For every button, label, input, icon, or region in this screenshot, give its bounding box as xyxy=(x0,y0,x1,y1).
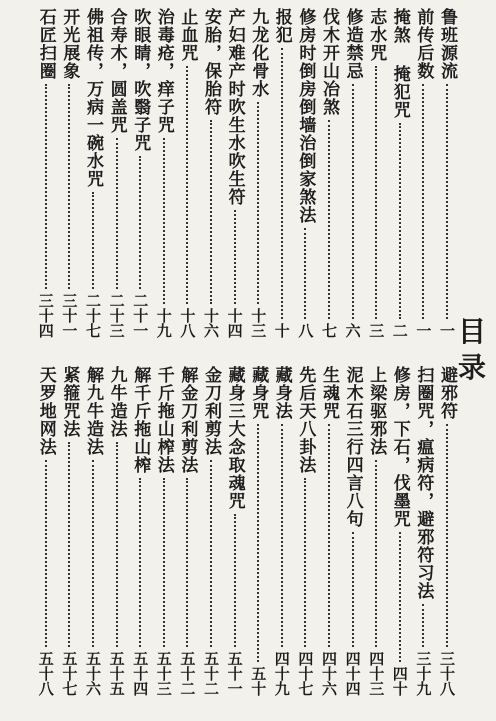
toc-entry-title: 报犯 xyxy=(271,8,292,44)
toc-entry-page: 十四 xyxy=(225,308,244,338)
toc-entry-title: 生魂咒 xyxy=(319,366,339,420)
toc-leader-dots xyxy=(328,120,330,319)
toc-entry[interactable] xyxy=(271,8,293,358)
toc-leader-dots xyxy=(328,424,330,647)
toc-entry-title: 先后天八卦法 xyxy=(295,366,316,474)
toc-leader-dots xyxy=(352,84,354,319)
toc-entry-page: 十六 xyxy=(202,308,220,338)
toc-entry[interactable] xyxy=(412,366,434,716)
toc-entry[interactable] xyxy=(129,8,151,358)
toc-entry[interactable] xyxy=(294,8,316,358)
toc-entry-page: 三十一 xyxy=(60,293,79,338)
toc-entry-page: 二十七 xyxy=(84,293,102,338)
toc-entry[interactable] xyxy=(200,8,222,358)
toc-entry-title: 石匠扫圈 xyxy=(35,8,56,80)
toc-entry-title: 修房时倒房倒墙治倒家煞法 xyxy=(295,8,316,224)
toc-entry[interactable] xyxy=(271,366,293,716)
toc-entry-title: 泥木石三行四言八句 xyxy=(342,366,363,528)
toc-entry-page: 七 xyxy=(320,323,338,338)
toc-entry[interactable] xyxy=(129,366,151,716)
toc-entry-page: 十三 xyxy=(249,308,268,338)
toc-entry[interactable] xyxy=(35,8,57,358)
toc-entry[interactable] xyxy=(247,366,269,716)
toc-entry-title: 伐木开山冶煞 xyxy=(319,8,339,116)
toc-entry[interactable] xyxy=(153,366,175,716)
toc-leader-dots xyxy=(68,442,70,647)
toc-leader-dots xyxy=(399,532,401,662)
toc-leader-dots xyxy=(68,84,70,289)
toc-entry[interactable] xyxy=(200,366,222,716)
toc-leader-dots xyxy=(234,514,236,647)
toc-entry-page: 三 xyxy=(367,323,386,338)
toc-leader-dots xyxy=(281,424,283,647)
toc-entry-page: 二十一 xyxy=(131,293,150,338)
toc-entry[interactable] xyxy=(247,8,269,358)
toc-entry[interactable] xyxy=(436,366,458,716)
toc-entry-page: 二十三 xyxy=(107,293,126,338)
toc-leader-dots xyxy=(422,604,424,647)
toc-title-lu: 录 xyxy=(457,351,486,384)
toc-entry[interactable] xyxy=(294,366,316,716)
toc-entry-page: 四十三 xyxy=(367,651,386,696)
toc-entry-title: 掩煞 掩犯咒 xyxy=(389,8,410,119)
toc-entry-page: 五十七 xyxy=(60,651,79,696)
toc-entry-title: 藏身法 xyxy=(271,366,292,420)
toc-entry-page: 十九 xyxy=(154,308,173,338)
toc-leader-dots xyxy=(234,210,236,304)
toc-entry[interactable] xyxy=(58,8,80,358)
toc-entry-title: 治毒疮，痒子咒 xyxy=(153,8,174,134)
toc-leader-dots xyxy=(139,478,141,647)
toc-entry-title: 上梁驱邪法 xyxy=(366,366,387,456)
toc-entry-page: 四十 xyxy=(390,666,409,696)
toc-entry-title: 紧箍咒法 xyxy=(59,366,80,438)
toc-entry[interactable] xyxy=(318,8,340,358)
toc-entry[interactable] xyxy=(342,366,364,716)
toc-entry[interactable] xyxy=(412,8,434,358)
toc-entry[interactable] xyxy=(365,366,387,716)
toc-leader-dots xyxy=(116,138,118,289)
toc-entry[interactable] xyxy=(153,8,175,358)
toc-entry-title: 解金刀利剪法 xyxy=(177,366,198,474)
toc-entry[interactable] xyxy=(58,366,80,716)
toc-leader-dots xyxy=(257,102,259,304)
toc-entry-title: 藏身三大念取魂咒 xyxy=(224,366,245,510)
toc-entry[interactable] xyxy=(224,8,246,358)
toc-leader-dots xyxy=(92,192,94,289)
toc-entry-title: 藏身咒 xyxy=(248,366,269,420)
toc-title-mu: 目 xyxy=(457,315,486,348)
toc-leader-dots xyxy=(210,120,212,304)
toc-entry-page: 五十四 xyxy=(131,651,150,696)
toc-entry[interactable] xyxy=(318,366,340,716)
toc-entry-page: 一 xyxy=(414,323,433,338)
toc-entry-page: 四十六 xyxy=(320,651,338,696)
toc-entry-page: 五十二 xyxy=(202,651,220,696)
toc-entry-page: 四十四 xyxy=(343,651,362,696)
toc-entry[interactable] xyxy=(82,8,104,358)
toc-leader-dots xyxy=(45,460,47,647)
toc-entry-page: 五十八 xyxy=(36,651,55,696)
toc-entry-page: 十 xyxy=(272,323,291,338)
toc-entry[interactable] xyxy=(82,366,104,716)
toc-entry[interactable] xyxy=(106,366,128,716)
toc-entry-page: 五十三 xyxy=(154,651,173,696)
toc-leader-dots xyxy=(422,84,424,319)
toc-entry-title: 九龙化骨水 xyxy=(248,8,269,98)
toc-entry-page: 一 xyxy=(438,323,456,338)
toc-entry-title: 开光展象 xyxy=(59,8,80,80)
toc-entry[interactable] xyxy=(436,8,458,358)
toc-leader-dots xyxy=(399,123,401,319)
toc-entry-page: 五十六 xyxy=(84,651,102,696)
toc-entry[interactable] xyxy=(176,8,198,358)
toc-leader-dots xyxy=(352,532,354,647)
toc-entry-title: 志水咒 xyxy=(366,8,387,62)
toc-entry-page: 三十八 xyxy=(438,651,456,696)
toc-entry-title: 金刀利剪法 xyxy=(201,366,221,456)
toc-entry[interactable] xyxy=(389,8,411,358)
toc-entry-title: 止血咒 xyxy=(177,8,198,62)
toc-leader-dots xyxy=(210,460,212,647)
toc-leader-dots xyxy=(186,66,188,304)
toc-leader-dots xyxy=(45,84,47,289)
toc-entry-title: 吹眼睛，吹翳子咒 xyxy=(130,8,151,152)
toc-entry-title: 修房，下石，伐墨咒 xyxy=(389,366,410,528)
toc-entry-title: 九牛造法 xyxy=(106,366,127,438)
toc-entry[interactable] xyxy=(224,366,246,716)
toc-entry-page: 三十四 xyxy=(36,293,55,338)
toc-entry-title: 修造禁忌 xyxy=(342,8,363,80)
toc-entry[interactable] xyxy=(342,8,364,358)
toc-leader-dots xyxy=(186,478,188,647)
toc-leader-dots xyxy=(139,156,141,289)
toc-entry-title: 扫圈咒，瘟病符，避邪符习法 xyxy=(413,366,434,600)
toc-leader-dots xyxy=(116,442,118,647)
toc-entry-page: 四十九 xyxy=(272,651,291,696)
toc-leader-dots xyxy=(92,460,94,647)
toc-entry[interactable] xyxy=(365,8,387,358)
toc-entry-page: 八 xyxy=(296,323,315,338)
toc-leader-dots xyxy=(446,84,448,319)
toc-leader-dots xyxy=(375,460,377,647)
toc-entry-page: 十八 xyxy=(178,308,197,338)
toc-leader-dots xyxy=(304,478,306,647)
toc-leader-dots xyxy=(375,66,377,319)
toc-entry-title: 合寿木，圆盖咒 xyxy=(106,8,127,134)
toc-entry-page: 五十五 xyxy=(107,651,126,696)
toc-leader-dots xyxy=(446,424,448,647)
toc-entry-title: 解千斤拖山榨 xyxy=(130,366,151,474)
toc-entry[interactable] xyxy=(35,366,57,716)
toc-leader-dots xyxy=(281,48,283,319)
toc-entry-page: 二 xyxy=(390,323,409,338)
toc-entry-page: 五十二 xyxy=(178,651,197,696)
toc-entry-title: 前传后数 xyxy=(413,8,434,80)
toc-entry-title: 避邪符 xyxy=(437,366,457,420)
toc-entry-page: 五十一 xyxy=(225,651,244,696)
toc-entry-page: 五十 xyxy=(249,666,268,696)
toc-entry-title: 天罗地网法 xyxy=(35,366,56,456)
toc-entry-page: 四十七 xyxy=(296,651,315,696)
toc-entry-title: 佛祖传，万病一碗水咒 xyxy=(83,8,103,188)
toc-leader-dots xyxy=(257,424,259,662)
toc-entry-page: 六 xyxy=(343,323,362,338)
toc-entry[interactable] xyxy=(176,366,198,716)
toc-leader-dots xyxy=(163,138,165,304)
toc-entry[interactable] xyxy=(389,366,411,716)
toc-entry-title: 安胎，保胎符 xyxy=(201,8,221,116)
toc-entry-title: 产妇难产时吹生水吹生符 xyxy=(224,8,245,206)
toc-entry-title: 千斤拖山榨法 xyxy=(153,366,174,474)
toc-leader-dots xyxy=(304,228,306,319)
toc-entry-title: 鲁班源流 xyxy=(437,8,457,80)
toc-entry[interactable] xyxy=(106,8,128,358)
toc-entry-title: 解九牛造法 xyxy=(83,366,103,456)
toc-entry-page: 三十九 xyxy=(414,651,433,696)
toc-leader-dots xyxy=(163,478,165,647)
